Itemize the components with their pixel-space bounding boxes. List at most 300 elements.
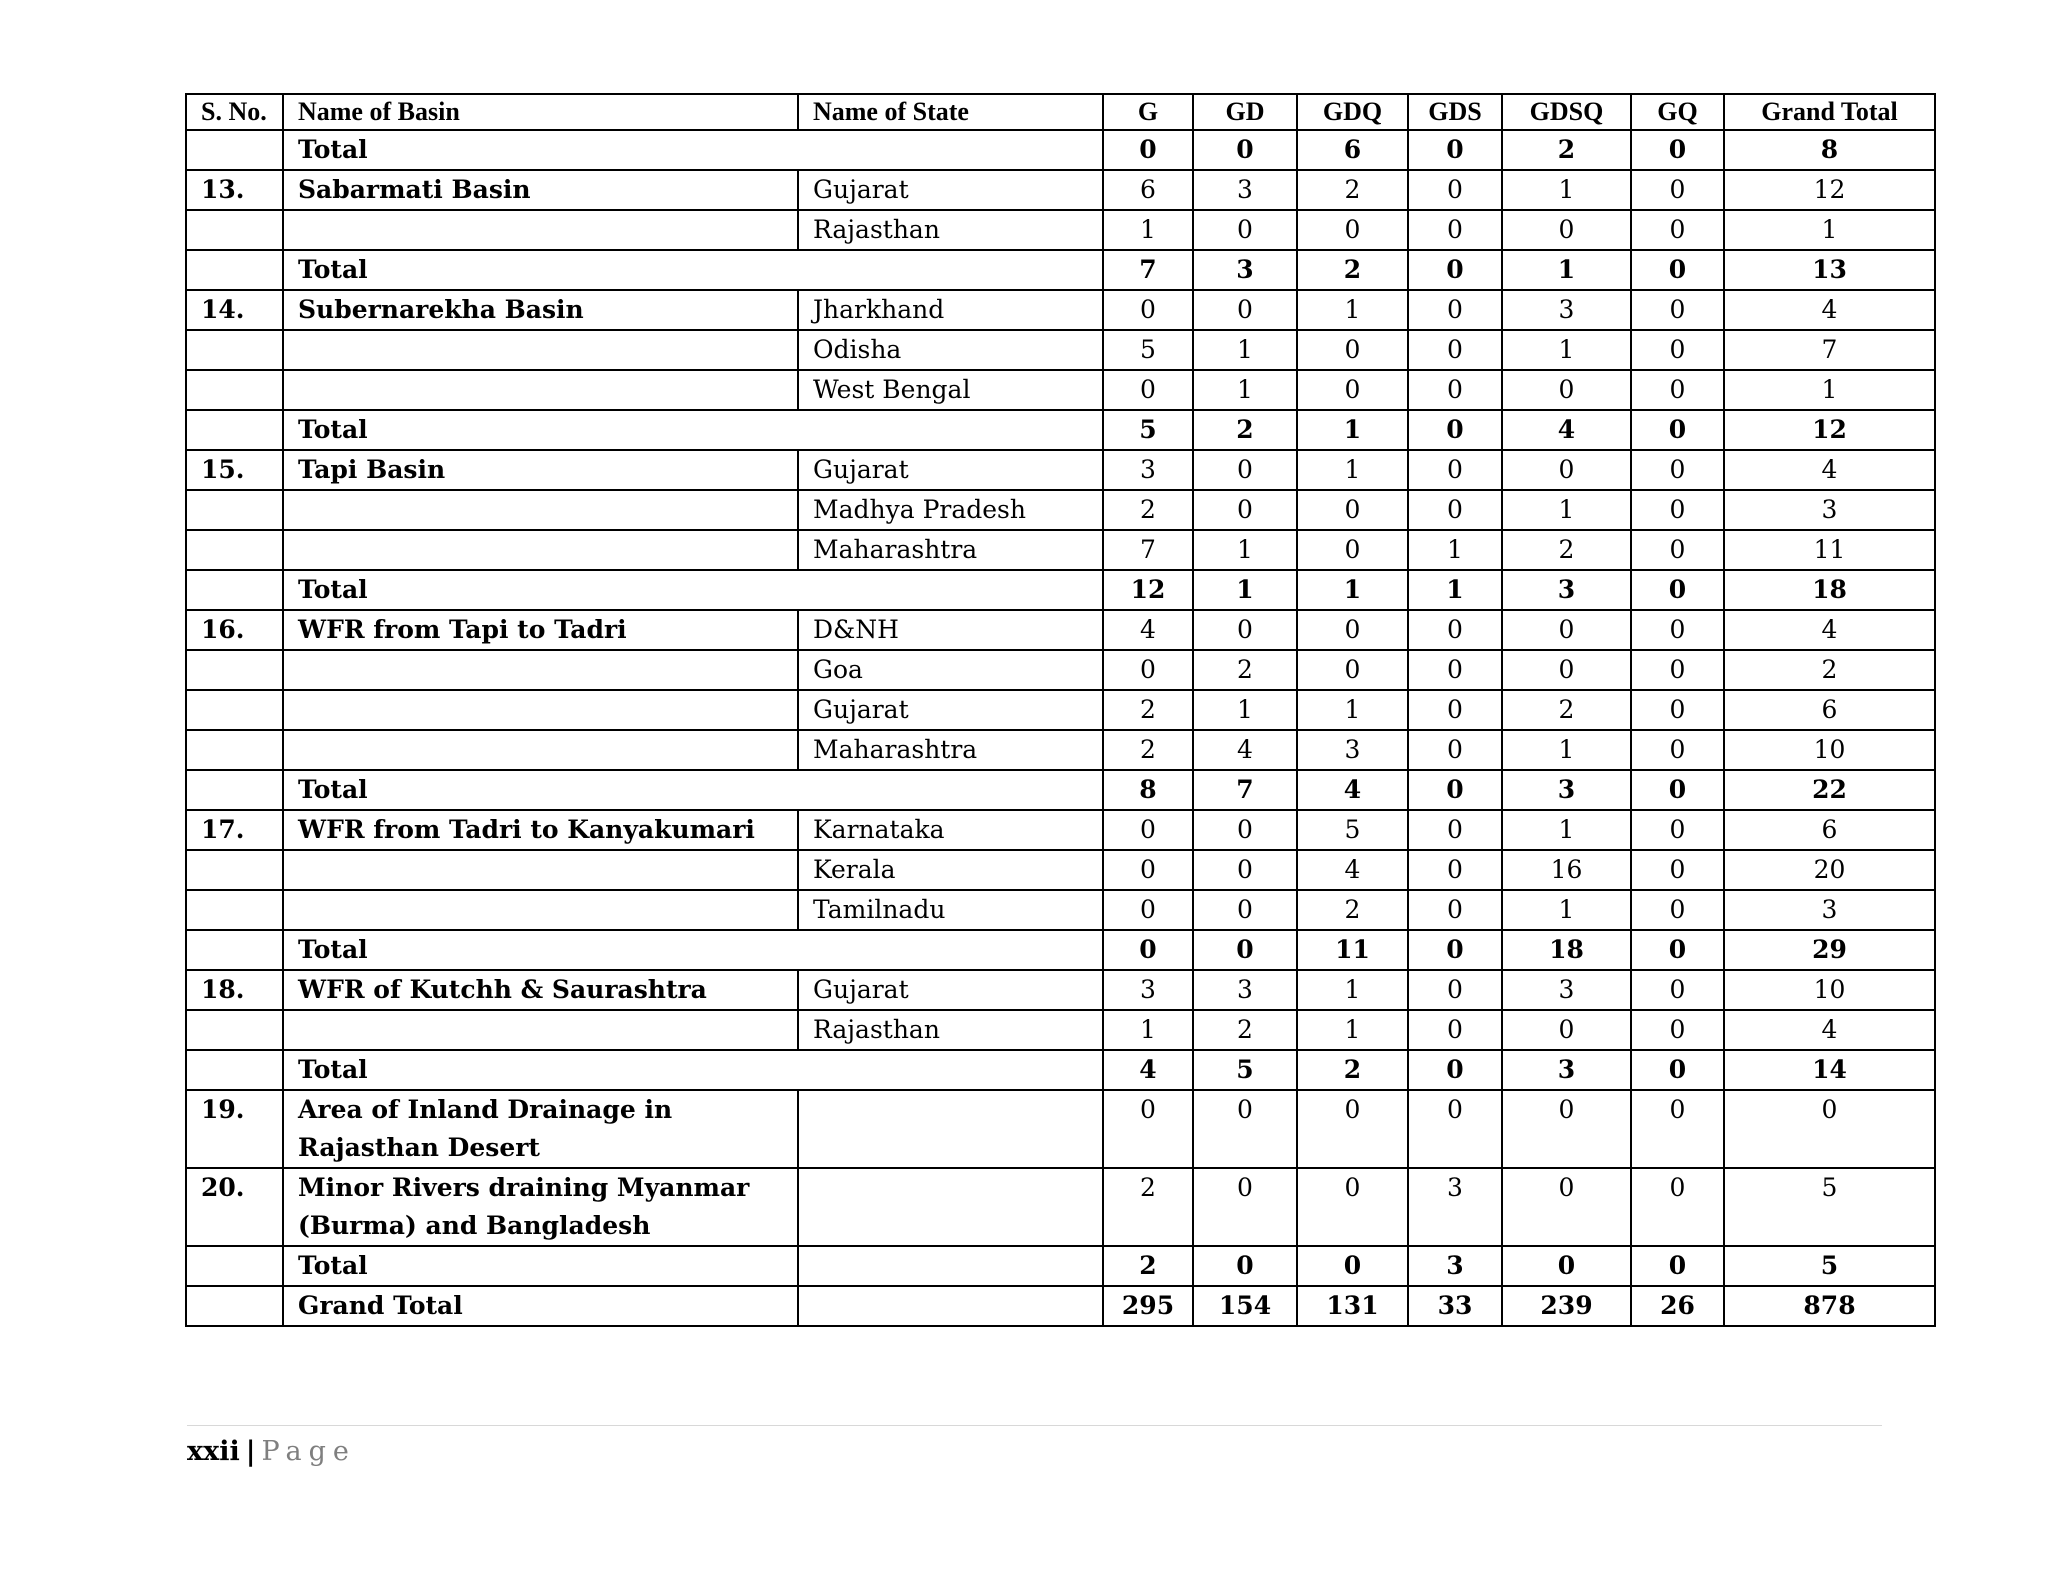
value-cell: 0 [1502,450,1631,490]
value-cell: 0 [1408,210,1502,250]
value-cell: 0 [1408,690,1502,730]
value-cell: 1 [1193,690,1297,730]
table-body [186,130,1935,1326]
value-cell: 0 [1408,130,1502,170]
sno-cell [186,730,283,770]
value-cell: 0 [1297,210,1408,250]
sno-cell: 15. [186,450,283,490]
basin-name-cell: WFR from Tadri to Kanyakumari [283,810,798,850]
value-cell: 3 [1502,970,1631,1010]
table-row [186,490,1935,530]
page-label: Page [261,1436,356,1467]
state-cell: Gujarat [798,690,1103,730]
value-cell: 0 [1193,130,1297,170]
table-row [186,290,1935,330]
basin-name-cell [283,330,798,370]
value-cell: 0 [1408,170,1502,210]
value-cell: 1 [1297,290,1408,330]
total-label: Total [283,130,1103,170]
basin-name-cell: Area of Inland Drainage in Rajasthan Desert [283,1090,798,1168]
value-cell: 154 [1193,1286,1297,1326]
column-header: S. No. [186,94,283,130]
value-cell: 3 [1408,1168,1502,1246]
value-cell: 1 [1193,530,1297,570]
sno-cell [186,690,283,730]
value-cell: 0 [1297,650,1408,690]
total-label: Total [283,250,1103,290]
value-cell: 0 [1502,210,1631,250]
value-cell: 0 [1631,450,1724,490]
value-cell: 1 [1502,330,1631,370]
total-row [186,410,1935,450]
total-label: Total [283,570,1103,610]
value-cell: 1 [1193,370,1297,410]
table-row [186,170,1935,210]
value-cell: 6 [1724,690,1935,730]
value-cell: 4 [1724,1010,1935,1050]
value-cell: 2 [1103,730,1193,770]
value-cell: 1 [1103,210,1193,250]
value-cell: 0 [1193,210,1297,250]
value-cell: 0 [1631,690,1724,730]
value-cell: 7 [1103,530,1193,570]
value-cell: 5 [1193,1050,1297,1090]
basin-name-cell [283,1010,798,1050]
value-cell: 0 [1408,610,1502,650]
value-cell: 0 [1631,1010,1724,1050]
value-cell: 5 [1724,1168,1935,1246]
value-cell: 4 [1297,770,1408,810]
table-row [186,810,1935,850]
state-cell: West Bengal [798,370,1103,410]
value-cell: 0 [1724,1090,1935,1168]
sno-cell [186,890,283,930]
value-cell: 5 [1297,810,1408,850]
value-cell: 0 [1297,330,1408,370]
value-cell: 2 [1193,1010,1297,1050]
value-cell: 0 [1502,1090,1631,1168]
total-row [186,570,1935,610]
value-cell: 7 [1724,330,1935,370]
value-cell: 1 [1193,330,1297,370]
state-cell: Gujarat [798,170,1103,210]
sno-cell: 19. [186,1090,283,1168]
value-cell: 0 [1631,330,1724,370]
sno-cell: 13. [186,170,283,210]
value-cell: 10 [1724,730,1935,770]
total-row [186,930,1935,970]
value-cell: 10 [1724,970,1935,1010]
sno-cell [186,1286,283,1326]
value-cell: 5 [1103,410,1193,450]
value-cell: 1 [1297,1010,1408,1050]
value-cell: 0 [1103,130,1193,170]
state-cell [798,1168,1103,1246]
state-cell: Goa [798,650,1103,690]
basin-name-cell: Sabarmati Basin [283,170,798,210]
state-cell: Maharashtra [798,530,1103,570]
value-cell: 6 [1724,810,1935,850]
value-cell: 3 [1193,170,1297,210]
value-cell: 0 [1297,1246,1408,1286]
value-cell: 0 [1631,1050,1724,1090]
value-cell: 131 [1297,1286,1408,1326]
table-row [186,1090,1935,1168]
value-cell: 0 [1631,890,1724,930]
value-cell: 1 [1297,970,1408,1010]
basin-name-cell [283,530,798,570]
value-cell: 0 [1193,850,1297,890]
sno-cell: 16. [186,610,283,650]
value-cell: 4 [1724,290,1935,330]
value-cell: 1 [1502,890,1631,930]
state-cell: Karnataka [798,810,1103,850]
value-cell: 0 [1103,850,1193,890]
value-cell: 0 [1631,370,1724,410]
value-cell: 0 [1408,850,1502,890]
value-cell: 1 [1297,690,1408,730]
value-cell: 3 [1103,970,1193,1010]
value-cell: 0 [1193,890,1297,930]
value-cell: 2 [1502,530,1631,570]
value-cell: 1 [1724,210,1935,250]
value-cell: 8 [1724,130,1935,170]
value-cell: 878 [1724,1286,1935,1326]
value-cell: 0 [1408,810,1502,850]
table-row [186,1010,1935,1050]
value-cell: 4 [1103,1050,1193,1090]
table-row [186,730,1935,770]
sno-cell [186,650,283,690]
value-cell: 4 [1724,610,1935,650]
value-cell: 2 [1502,130,1631,170]
value-cell: 1 [1502,170,1631,210]
value-cell: 0 [1297,370,1408,410]
table-row [186,530,1935,570]
sno-cell [186,330,283,370]
value-cell: 0 [1631,1246,1724,1286]
value-cell: 33 [1408,1286,1502,1326]
value-cell: 7 [1103,250,1193,290]
state-cell [798,1090,1103,1168]
value-cell: 1 [1297,410,1408,450]
value-cell: 1 [1502,730,1631,770]
basin-name-cell [283,890,798,930]
footer-divider [187,1425,1882,1426]
column-header: G [1103,94,1193,130]
value-cell: 1 [1408,570,1502,610]
value-cell: 0 [1408,450,1502,490]
sno-cell [186,930,283,970]
value-cell: 0 [1193,1246,1297,1286]
value-cell: 1 [1502,490,1631,530]
basin-name-cell [283,490,798,530]
value-cell: 0 [1193,290,1297,330]
basin-name-cell: WFR of Kutchh & Saurashtra [283,970,798,1010]
value-cell: 7 [1193,770,1297,810]
value-cell: 0 [1408,650,1502,690]
value-cell: 8 [1103,770,1193,810]
value-cell: 6 [1297,130,1408,170]
value-cell: 0 [1103,650,1193,690]
value-cell: 4 [1297,850,1408,890]
table-row [186,210,1935,250]
value-cell: 0 [1502,650,1631,690]
value-cell: 0 [1408,970,1502,1010]
value-cell: 1 [1408,530,1502,570]
total-row [186,250,1935,290]
page-footer [187,1434,356,1470]
value-cell: 239 [1502,1286,1631,1326]
value-cell: 0 [1193,1168,1297,1246]
value-cell: 0 [1408,370,1502,410]
column-header: GQ [1631,94,1724,130]
total-label: Total [283,930,1103,970]
basin-name-cell: Tapi Basin [283,450,798,490]
state-cell: Gujarat [798,970,1103,1010]
value-cell: 3 [1193,250,1297,290]
sno-cell [186,410,283,450]
table-row [186,450,1935,490]
value-cell: 0 [1193,450,1297,490]
value-cell: 0 [1297,1168,1408,1246]
state-cell: Madhya Pradesh [798,490,1103,530]
value-cell: 3 [1297,730,1408,770]
value-cell: 1 [1297,570,1408,610]
value-cell: 0 [1193,490,1297,530]
table-row [186,970,1935,1010]
sno-cell [186,1050,283,1090]
value-cell: 26 [1631,1286,1724,1326]
state-cell: Maharashtra [798,730,1103,770]
column-header: GDS [1408,94,1502,130]
value-cell: 2 [1297,170,1408,210]
footer-separator: | [245,1436,256,1467]
basin-name-cell [283,650,798,690]
value-cell: 1 [1724,370,1935,410]
value-cell: 0 [1631,530,1724,570]
value-cell: 295 [1103,1286,1193,1326]
sno-cell: 14. [186,290,283,330]
state-cell [798,1286,1103,1326]
value-cell: 4 [1502,410,1631,450]
value-cell: 2 [1297,1050,1408,1090]
table-row [186,890,1935,930]
value-cell: 2 [1502,690,1631,730]
value-cell: 0 [1631,130,1724,170]
value-cell: 0 [1631,1168,1724,1246]
value-cell: 3 [1103,450,1193,490]
basin-name-cell: Minor Rivers draining Myanmar (Burma) and Bangladesh [283,1168,798,1246]
total-label: Total [283,770,1103,810]
state-cell: Rajasthan [798,210,1103,250]
value-cell: 5 [1724,1246,1935,1286]
value-cell: 0 [1631,850,1724,890]
value-cell: 4 [1193,730,1297,770]
table-row [186,690,1935,730]
sno-cell [186,1246,283,1286]
table-row [186,850,1935,890]
value-cell: 0 [1502,370,1631,410]
value-cell: 29 [1724,930,1935,970]
sno-cell [186,250,283,290]
sno-cell [186,370,283,410]
basin-name-cell [283,730,798,770]
value-cell: 11 [1724,530,1935,570]
value-cell: 0 [1408,330,1502,370]
value-cell: 0 [1502,1246,1631,1286]
value-cell: 6 [1103,170,1193,210]
value-cell: 0 [1631,290,1724,330]
value-cell: 4 [1103,610,1193,650]
value-cell: 2 [1193,650,1297,690]
value-cell: 0 [1103,290,1193,330]
basin-summary-table [185,93,1936,1327]
column-header: GDSQ [1502,94,1631,130]
value-cell: 2 [1193,410,1297,450]
sno-cell [186,570,283,610]
value-cell: 0 [1502,1010,1631,1050]
total-row [186,1050,1935,1090]
sno-cell [186,210,283,250]
value-cell: 16 [1502,850,1631,890]
value-cell: 2 [1724,650,1935,690]
value-cell: 2 [1103,1246,1193,1286]
sno-cell: 17. [186,810,283,850]
basin-name-cell [283,690,798,730]
value-cell: 0 [1631,930,1724,970]
sno-cell: 18. [186,970,283,1010]
value-cell: 0 [1408,250,1502,290]
total-row [186,1286,1935,1326]
value-cell: 0 [1408,930,1502,970]
value-cell: 0 [1631,810,1724,850]
value-cell: 0 [1408,730,1502,770]
total-label: Total [283,1246,798,1286]
value-cell: 3 [1724,490,1935,530]
basin-name-cell: Subernarekha Basin [283,290,798,330]
value-cell: 1 [1502,250,1631,290]
column-header: GD [1193,94,1297,130]
page-number: xxii [187,1436,240,1467]
table-row [186,330,1935,370]
sno-cell [186,1010,283,1050]
value-cell: 3 [1502,1050,1631,1090]
sno-cell [186,130,283,170]
sno-cell [186,530,283,570]
value-cell: 0 [1193,610,1297,650]
value-cell: 0 [1631,570,1724,610]
basin-name-cell [283,210,798,250]
table-row [186,1168,1935,1246]
value-cell: 0 [1631,610,1724,650]
value-cell: 0 [1297,490,1408,530]
total-row [186,770,1935,810]
value-cell: 2 [1297,250,1408,290]
total-label: Total [283,410,1103,450]
value-cell: 0 [1103,370,1193,410]
value-cell: 0 [1193,1090,1297,1168]
value-cell: 0 [1408,410,1502,450]
value-cell: 4 [1724,450,1935,490]
value-cell: 0 [1103,890,1193,930]
value-cell: 14 [1724,1050,1935,1090]
column-header: Grand Total [1724,94,1935,130]
table-row [186,650,1935,690]
value-cell: 2 [1103,490,1193,530]
value-cell: 22 [1724,770,1935,810]
value-cell: 3 [1502,770,1631,810]
column-header: Name of Basin [283,94,798,130]
value-cell: 3 [1408,1246,1502,1286]
value-cell: 0 [1193,930,1297,970]
value-cell: 0 [1631,490,1724,530]
value-cell: 18 [1502,930,1631,970]
sno-cell [186,770,283,810]
value-cell: 0 [1408,1010,1502,1050]
value-cell: 0 [1103,930,1193,970]
state-cell: D&NH [798,610,1103,650]
state-cell: Tamilnadu [798,890,1103,930]
total-row [186,130,1935,170]
sno-cell [186,490,283,530]
value-cell: 0 [1193,810,1297,850]
state-cell: Odisha [798,330,1103,370]
state-cell [798,1246,1103,1286]
value-cell: 13 [1724,250,1935,290]
value-cell: 0 [1631,650,1724,690]
value-cell: 12 [1103,570,1193,610]
value-cell: 18 [1724,570,1935,610]
value-cell: 3 [1724,890,1935,930]
basin-name-cell [283,370,798,410]
value-cell: 0 [1103,1090,1193,1168]
value-cell: 0 [1502,610,1631,650]
value-cell: 0 [1408,890,1502,930]
column-header: GDQ [1297,94,1408,130]
state-cell: Gujarat [798,450,1103,490]
total-row [186,1246,1935,1286]
value-cell: 0 [1408,290,1502,330]
value-cell: 0 [1408,770,1502,810]
value-cell: 3 [1502,570,1631,610]
value-cell: 1 [1502,810,1631,850]
value-cell: 0 [1631,410,1724,450]
value-cell: 0 [1408,490,1502,530]
value-cell: 0 [1408,1090,1502,1168]
value-cell: 0 [1502,1168,1631,1246]
basin-name-cell [283,850,798,890]
value-cell: 3 [1193,970,1297,1010]
column-header: Name of State [798,94,1103,130]
value-cell: 5 [1103,330,1193,370]
value-cell: 0 [1631,970,1724,1010]
value-cell: 0 [1631,730,1724,770]
value-cell: 11 [1297,930,1408,970]
value-cell: 0 [1297,610,1408,650]
value-cell: 2 [1103,1168,1193,1246]
total-label: Grand Total [283,1286,798,1326]
basin-name-cell: WFR from Tapi to Tadri [283,610,798,650]
table-row [186,610,1935,650]
value-cell: 0 [1297,530,1408,570]
value-cell: 0 [1631,770,1724,810]
table-row [186,370,1935,410]
state-cell: Kerala [798,850,1103,890]
table-header-row [186,94,1935,130]
value-cell: 20 [1724,850,1935,890]
value-cell: 0 [1631,1090,1724,1168]
